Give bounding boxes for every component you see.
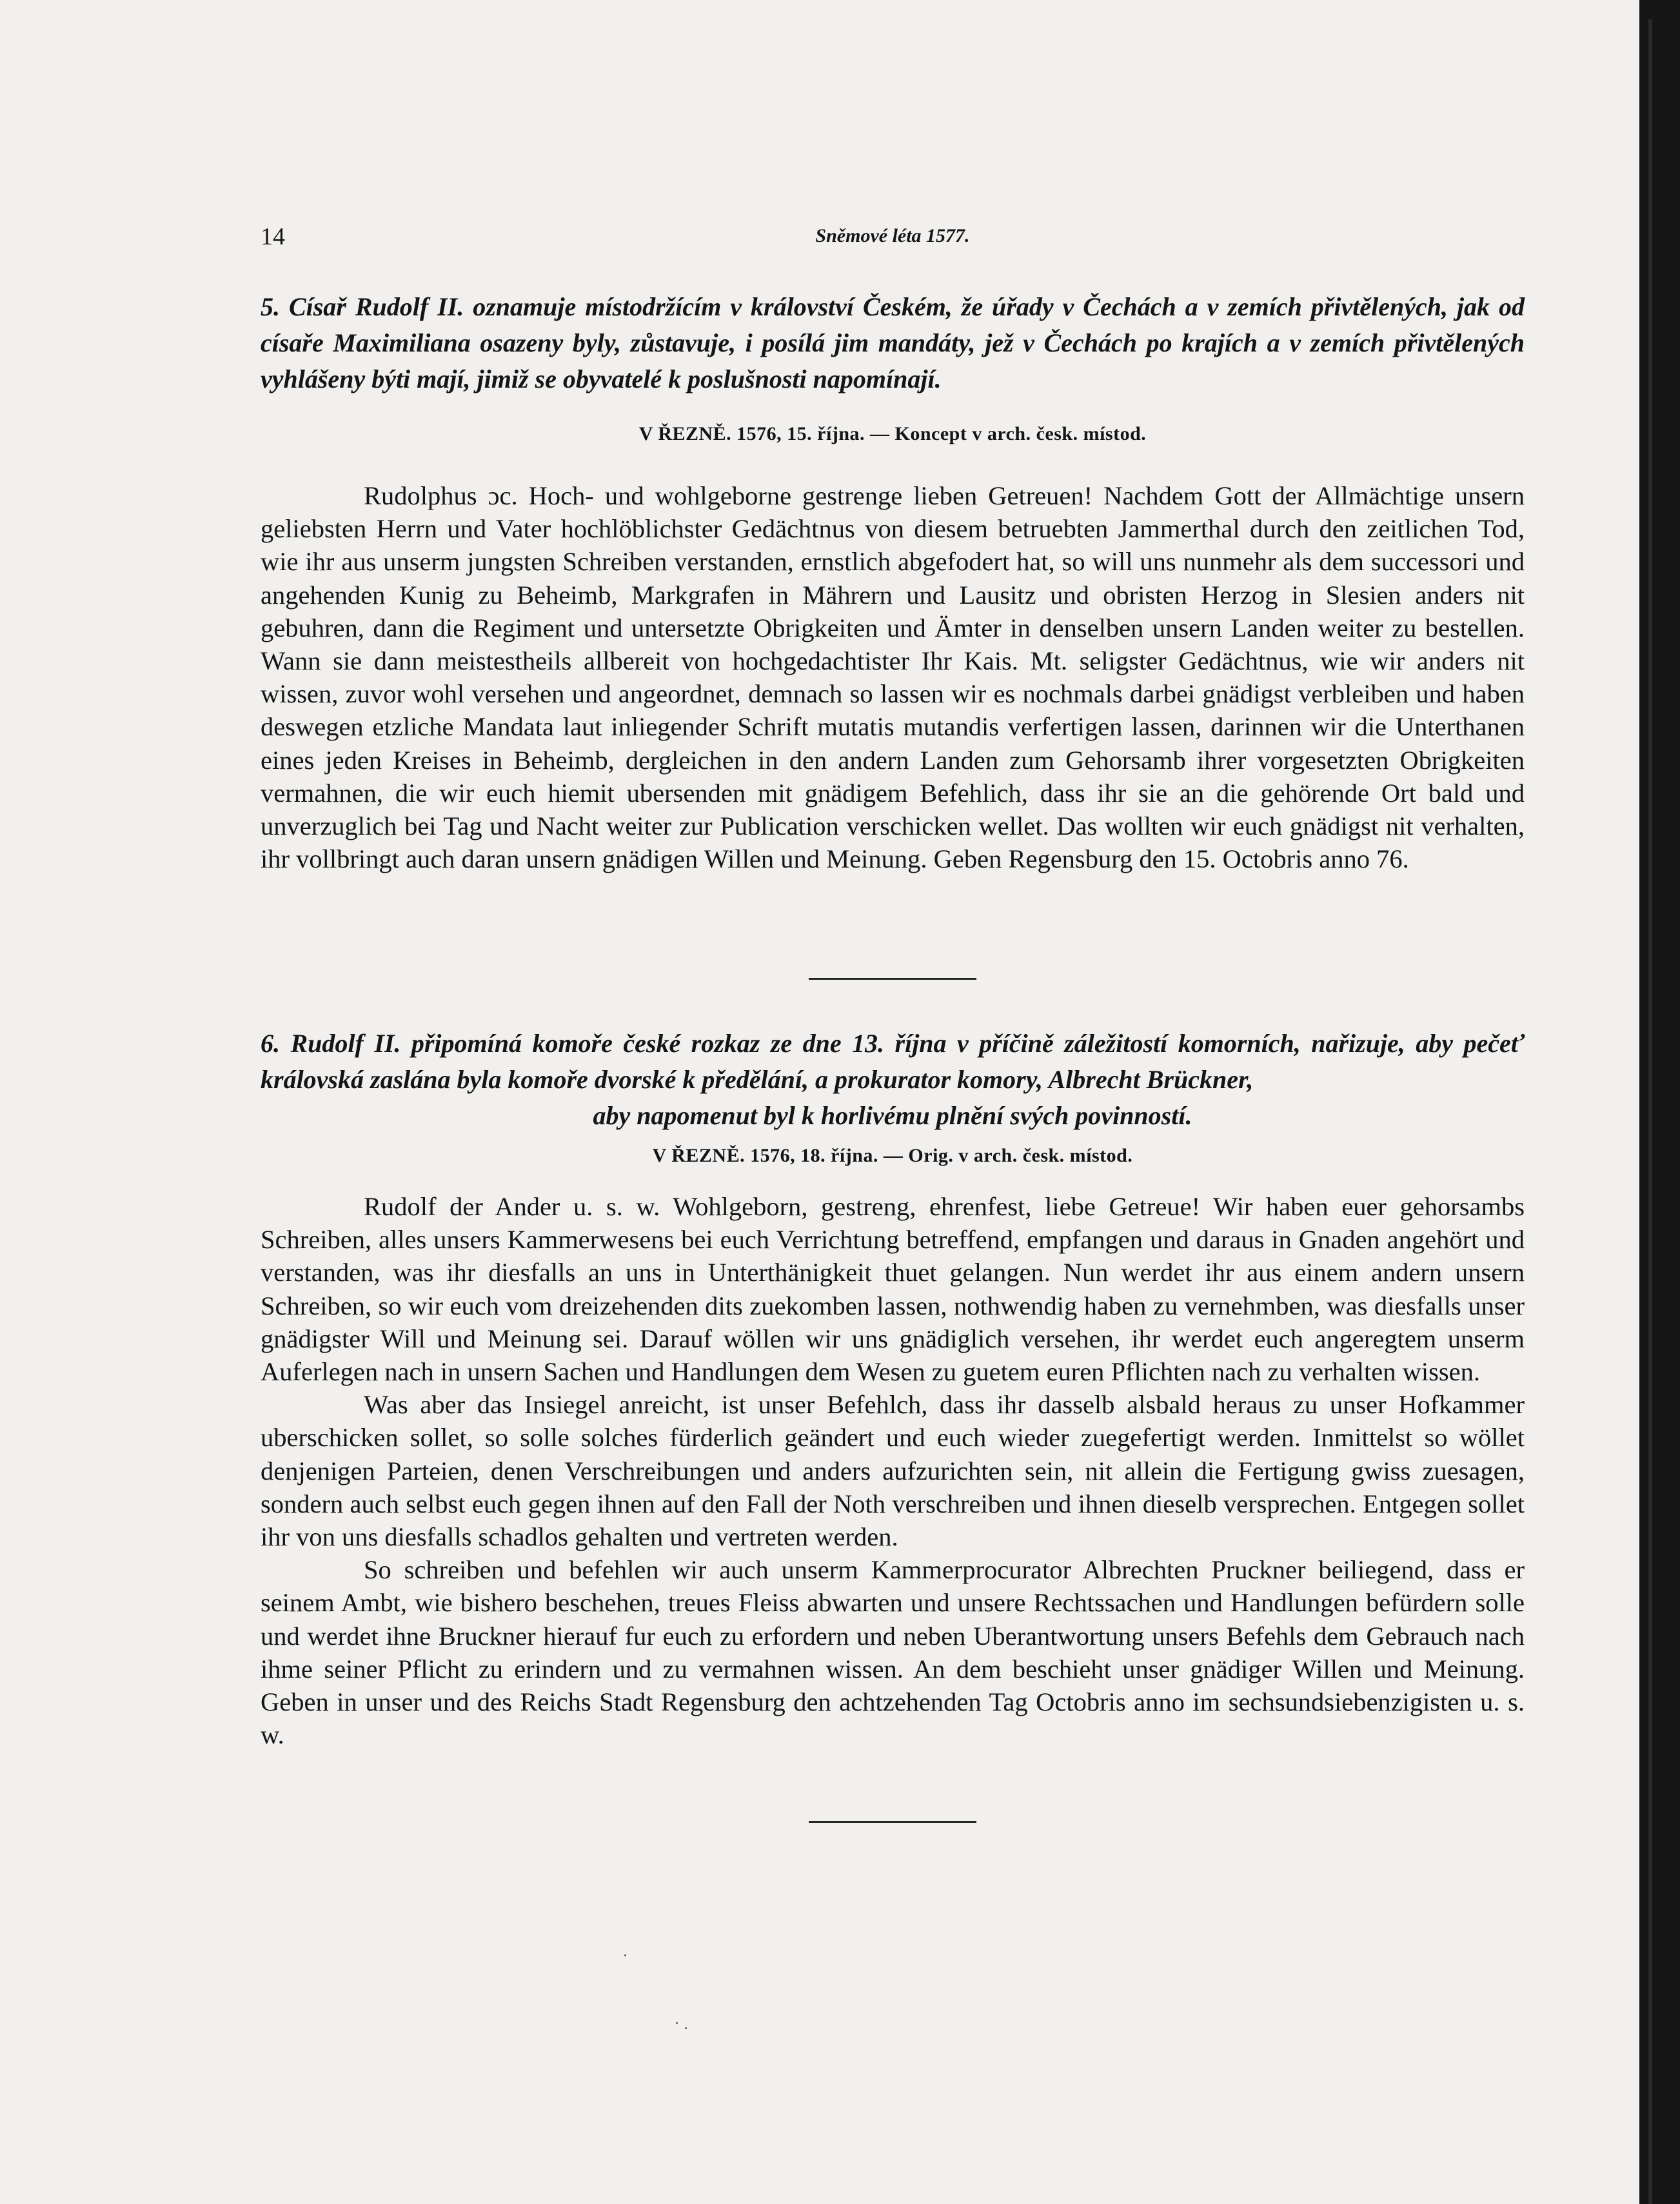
document-6-paragraph-1: Rudolf der Ander u. s. w. Wohlgeborn, gestreng, ehrenfest, liebe Getreue! Wir haben euer gehorsambs Schreiben, alles unsers Kammerwesens bei euch Verrichtung betreffend, empfangen und daraus in Gnaden angehört und verstanden, was ihr diesfalls an uns in Unterthänigkeit thuet gelangen. Nun werdet ihr aus einem andern unsern Schreiben, so wir euch vom dreizehenden dits zuekomben lassen, nothwendig haben zu vernehmben, was diesfalls unser gnädigster Will und Meinung sei. Darauf wöllen wir uns gnädiglich versehen, ihr werdet euch angeregtem unserm Auferlegen nach in unsern Sachen und Handlungen dem Wesen zu guetem euren Pflichten nach zu verhalten wissen.	[261, 1192, 1525, 1387]
scan-speck	[676, 2022, 678, 2024]
document-5-body	[261, 479, 1525, 875]
document-6-body	[261, 1190, 1525, 1751]
document-6-paragraph-2: Was aber das Insiegel anreicht, ist unser Befehlch, dass ihr dasselb alsbald heraus zu unser Hofkammer uberschicken sollet, so solle solches fürderlich geändert und euch wieder zuegefertigt werden. Inmittelst so wöllet denjenigen Parteien, denen Verschreibungen und anders aufzurichten sein, nit allein die Fertigung gwiss zuesagen, sondern auch selbst euch gegen ihnen auf den Fall der Noth verschreiben und ihnen dieselb versprechen. Entgegen sollet ihr von uns diesfalls schadlos gehalten und vertreten werden.	[261, 1390, 1525, 1552]
document-5-paragraph: Rudolphus ɔc. Hoch- und wohlgeborne gestrenge lieben Getreuen! Nachdem Gott der Allmächtige unsern geliebsten Herrn und Vater hochlöblichster Gedächtnus von diesem betruebten Jammerthal durch den zeitlichen Tod, wie ihr aus unserm jungsten Schreiben verstanden, ernstlich abgefodert hat, so will uns nunmehr als dem successori und angehenden Kunig zu Beheimb, Markgrafen in Mährern und Lausitz und obristen Herzog in Slesien anders nit gebuhren, dann die Regiment und untersetzte Obrigkeiten und Ämter in denselben unsern Landen weiter zu bestellen. Wann sie dann meistestheils allbereit von hochgedachtister Ihr Kais. Mt. seligster Gedächtnus, wie wir anders nit wissen, zuvor wohl versehen und angeordnet, demnach so lassen wir es nochmals darbei gnädigst verbleiben und haben deswegen etzliche Mandata laut inliegender Schrift mutatis mutandis verfertigen lassen, darinnen wir die Unterthanen eines jeden Kreises in Beheimb, dergleichen in den andern Landen zum Gehorsamb ihrer vorgesetzten Obrigkeiten vermahnen, die wir euch hiemit ubersenden mit gnädigem Befehlich, dass ihr sie an die gehörende Ort bald und unverzuglich bei Tag und Nacht weiter zur Publication verschicken wellet. Das wollten wir euch gnädigst nit verhalten, ihr vollbringt auch daran unsern gnädigen Willen und Meinung. Geben Regensburg den 15. Octobris anno 76.	[261, 481, 1525, 874]
document-6-paragraph-3: So schreiben und befehlen wir auch unserm Kammerprocurator Albrechten Pruckner beiliegend, dass er seinem Ambt, wie bishero beschehen, treues Fleiss abwarten und unsere Rechtssachen und Handlungen befürdern solle und werdet ihne Bruckner hierauf fur euch zu erfordern und neben Uberantwortung unsers Befehls dem Gebrauch nach ihme seiner Pflicht zu erindern und zu vermahnen wissen. An dem beschieht unser gnädiger Willen und Meinung. Geben in unser und des Reichs Stadt Regensburg den achtzehenden Tag Octobris anno im sechsundsiebenzigisten u. s. w.	[261, 1555, 1525, 1750]
document-5-source: V ŘEZNĚ. 1576, 15. října. — Koncept v arch. česk. místod.	[638, 423, 1147, 444]
scan-speck	[685, 2027, 687, 2029]
page-number: 14	[261, 223, 285, 250]
document-6-source: V ŘEZNĚ. 1576, 18. října. — Orig. v arch. česk. místod.	[652, 1145, 1133, 1166]
running-title: Sněmové léta 1577.	[815, 225, 970, 246]
page-header	[261, 223, 1525, 261]
scan-speck	[624, 1954, 626, 1956]
page-edge-line	[1648, 19, 1652, 2204]
section-divider	[809, 978, 976, 980]
document-6-title	[261, 1026, 1525, 1134]
document-6-title-main: 6. Rudolf II. připomíná komoře české rozkaz ze dne 13. října v příčině záležitostí komorních, nařizuje, aby pečeť královská zaslána byla komoře dvorské k předělání, a prokurator komory, Albrecht Brückner,	[261, 1029, 1525, 1094]
page-edge-shadow	[1639, 0, 1680, 2204]
section-divider-end	[809, 1821, 976, 1823]
document-6-title-last: aby napomenut byl k horlivému plnění svých povinností.	[593, 1101, 1192, 1130]
document-5-title: 5. Císař Rudolf II. oznamuje místodržícím v království Českém, že úřady v Čechách a v zemích přivtělených, jak od císaře Maximiliana osazeny byly, zůstavuje, i posílá jim mandáty, jež v Čechách po krajích a v zemích přivtělených vyhlášeny býti mají, jimiž se obyvatelé k poslušnosti napomínají.	[261, 292, 1525, 393]
